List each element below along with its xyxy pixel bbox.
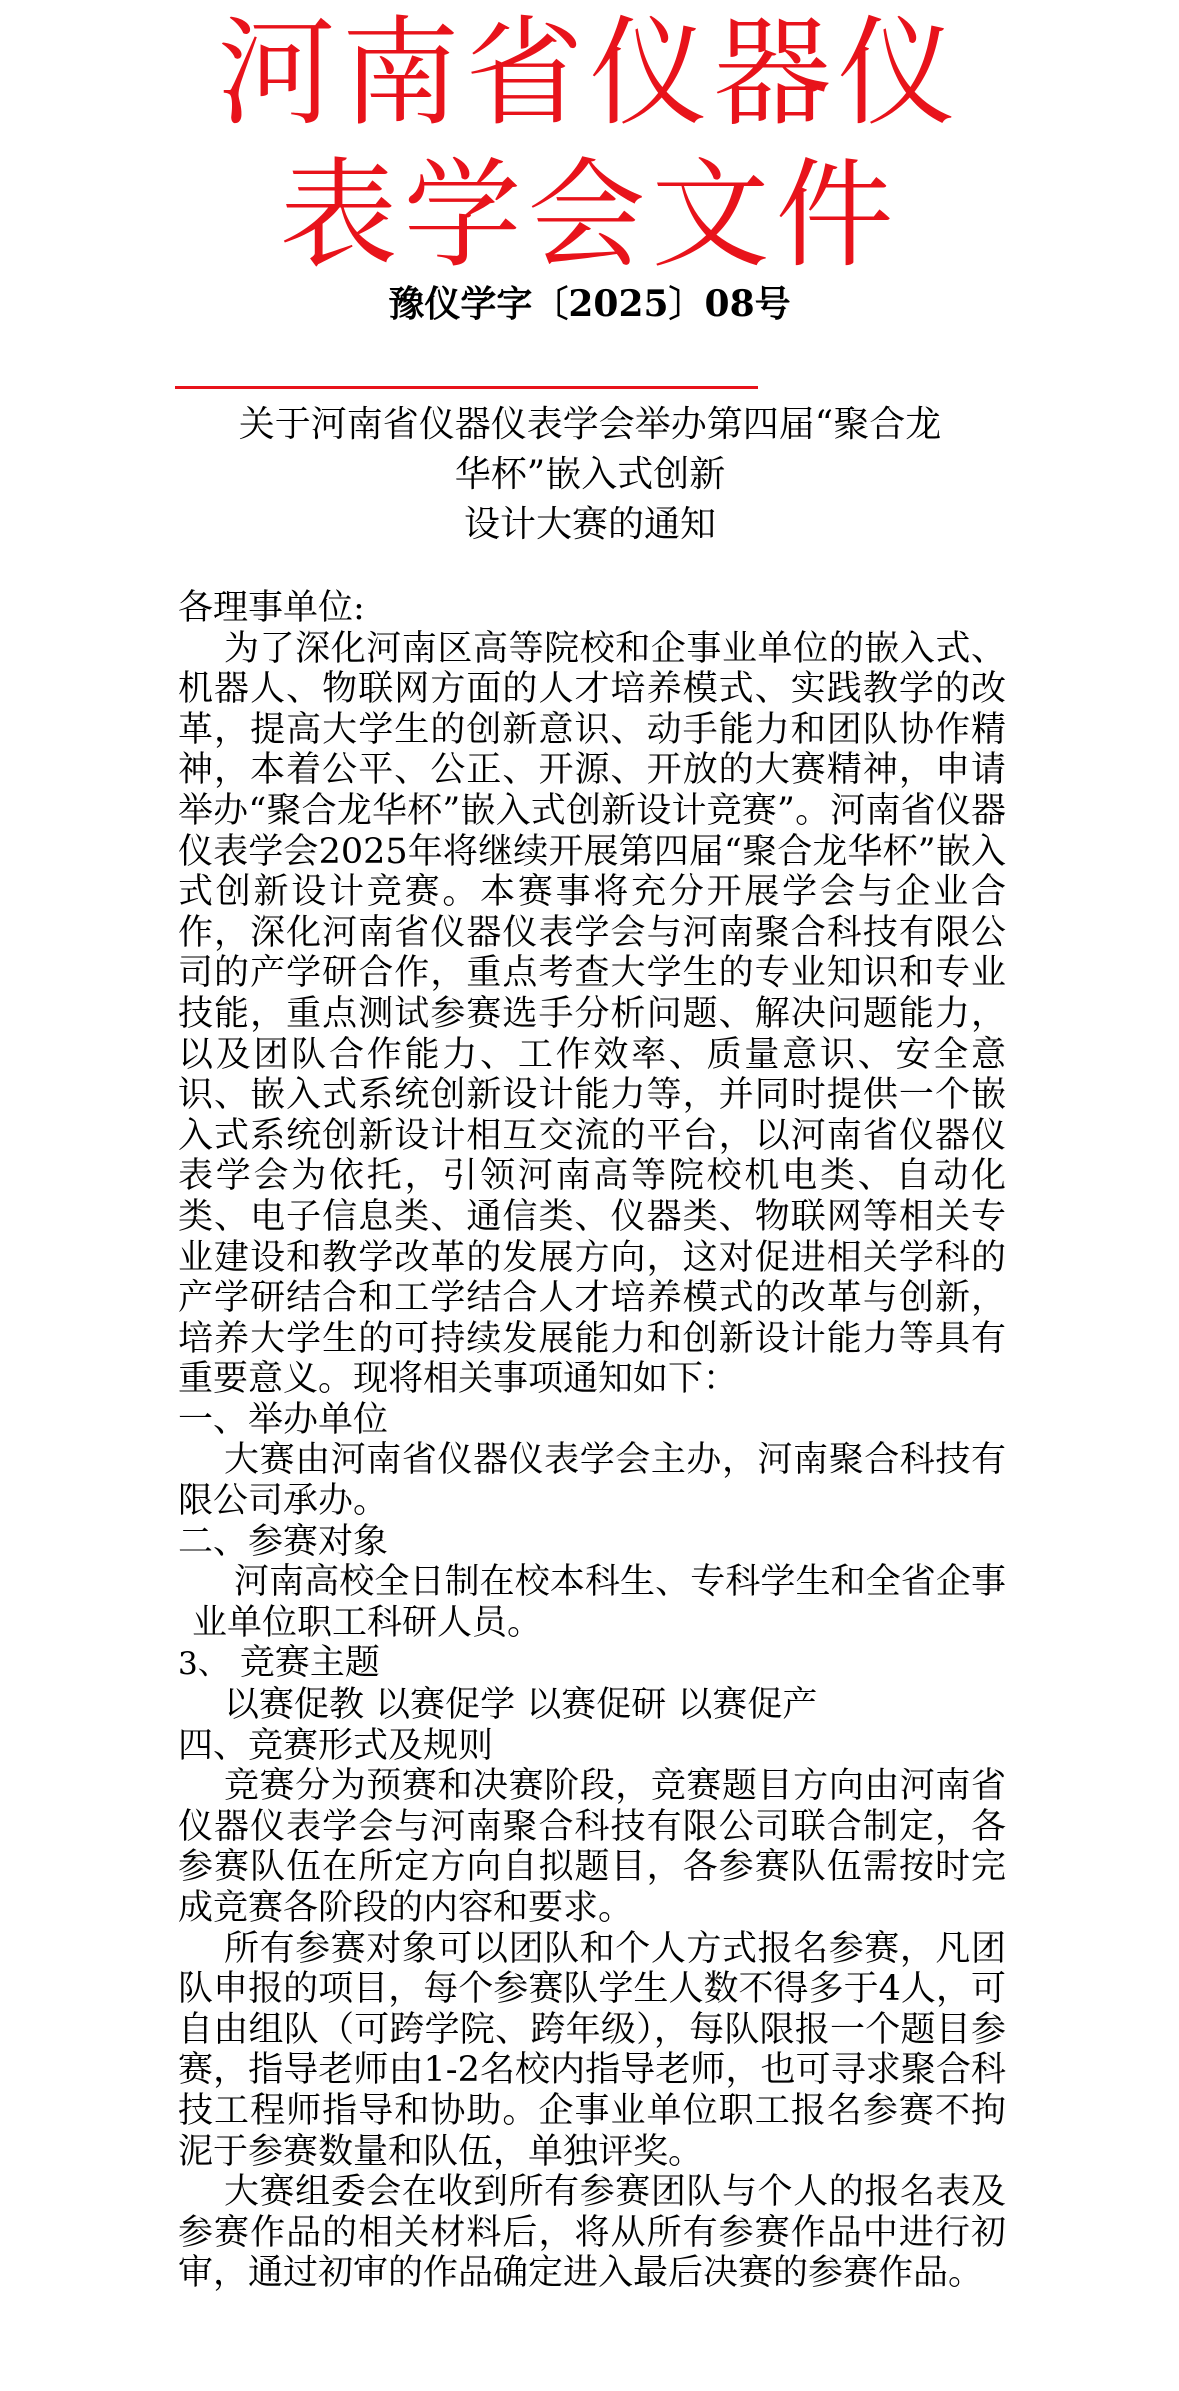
notice-title-line-1: 关于河南省仪器仪表学会举办第四届“聚合龙 <box>238 404 942 445</box>
section-4-heading: 四、竞赛形式及规则 <box>178 1725 494 1766</box>
section-3-text: 以赛促教 以赛促学 以赛促研 以赛促产 <box>224 1685 818 1726</box>
section-2-text: 河南高校全日制在校本科生、专科学生和全省企事业单位职工科研人员。 <box>192 1562 1006 1643</box>
section-4-paragraph-1: 竞赛分为预赛和决赛阶段，竞赛题目方向由河南省仪器仪表学会与河南聚合科技有限公司联合制定，各参赛队伍在所定方向自拟题目，各参赛队伍需按时完成竞赛各阶段的内容和要求。 <box>178 1766 1006 1928</box>
salutation: 各理事单位: <box>178 588 365 628</box>
section-3-heading <box>178 1643 1006 1685</box>
header-divider-line <box>175 386 758 389</box>
section-4-paragraph-3: 大赛组委会在收到所有参赛团队与个人的报名表及参赛作品的相关材料后，将从所有参赛作品中进行初审，通过初审的作品确定进入最后决赛的参赛作品。 <box>178 2172 1006 2294</box>
document-header-title-line-1: 河南省仪器仪 <box>217 4 962 142</box>
notice-title-line-2: 华杯”嵌入式创新 <box>454 454 726 495</box>
document-header-title-line-2: 表学会文件 <box>279 146 900 284</box>
section-1-heading: 一、举办单位 <box>178 1399 389 1440</box>
notice-title <box>170 400 1010 550</box>
section-2-heading: 二、参赛对象 <box>178 1521 389 1562</box>
document-number: 豫仪学字〔2025〕08号 <box>388 283 791 325</box>
intro-paragraph: 为了深化河南区高等院校和企事业单位的嵌入式、机器人、物联网方面的人才培养模式、实践教学的改革，提高大学生的创新意识、动手能力和团队协作精神，本着公平、公正、开源、开放的大赛精神，申请举办“聚合龙华杯”嵌入式创新设计竞赛”。河南省仪器仪表学会2025年将继续开展第四届“聚合龙华杯”嵌入式创新设计竞赛。本赛事将充分开展学会与企业合作，深化河南省仪器仪表学会与河南聚合科技有限公司的产学研合作，重点考查大学生的专业知识和专业技能，重点测试参赛选手分析问题、解决问题能力，以及团队合作能力、工作效率、质量意识、安全意识、嵌入式系统创新设计能力等，并同时提供一个嵌入式系统创新设计相互交流的平台，以河南省仪器仪表学会为依托，引领河南高等院校机电类、自动化类、电子信息类、通信类、仪器类、物联网等相关专业建设和教学改革的发展方向，这对促进相关学科的产学研结合和工学结合人才培养模式的改革与创新，培养大学生的可持续发展能力和创新设计能力等具有重要意义。现将相关事项通知如下： <box>178 628 1006 1400</box>
section-3-heading-text: 竞赛主题 <box>239 1643 380 1684</box>
notice-body <box>178 588 1006 2294</box>
section-1-text: 大赛由河南省仪器仪表学会主办，河南聚合科技有限公司承办。 <box>178 1440 1006 1522</box>
section-3-number: 3、 <box>178 1646 229 1683</box>
notice-title-line-3: 设计大赛的通知 <box>463 504 716 545</box>
section-4-paragraph-2: 所有参赛对象可以团队和个人方式报名参赛，凡团队申报的项目，每个参赛队学生人数不得多于4人，可自由组队（可跨学院、跨年级），每队限报一个题目参赛，指导老师由1-2名校内指导老师，也可寻求聚合科技工程师指导和协助。企事业单位职工报名参赛不拘泥于参赛数量和队伍，单独评奖。 <box>178 1928 1006 2172</box>
